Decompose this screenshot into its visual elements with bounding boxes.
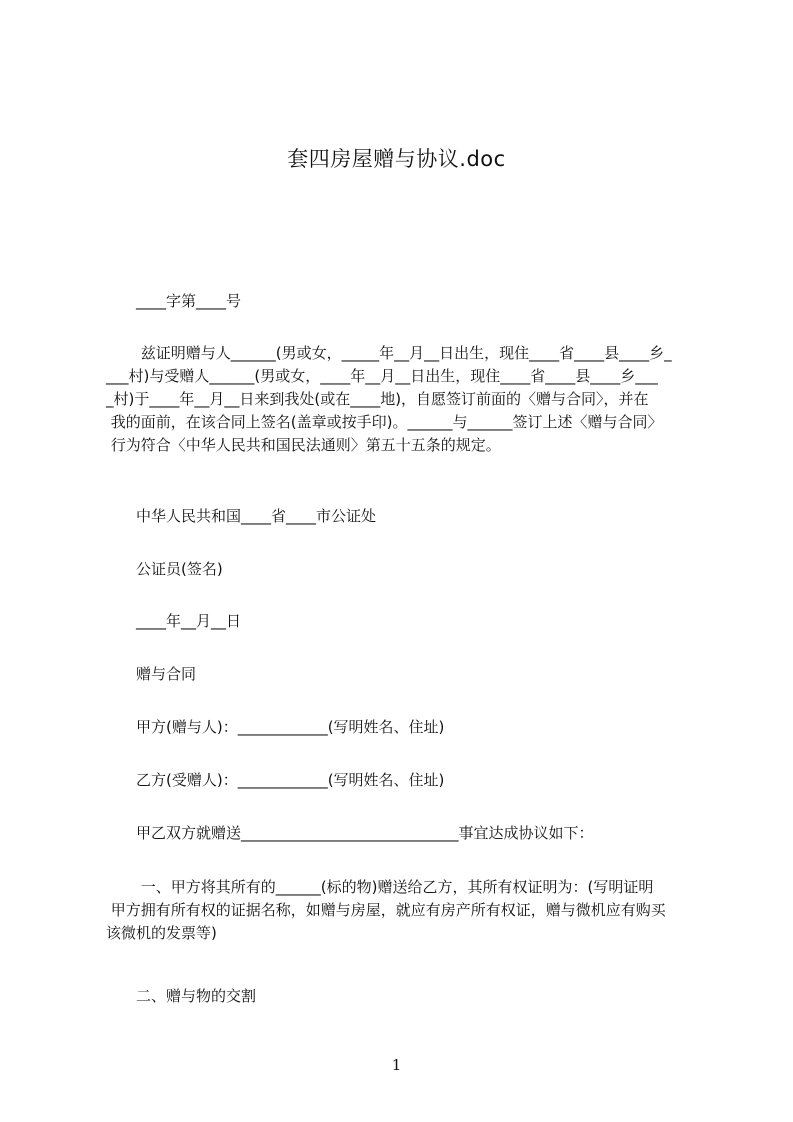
paragraph-clause-2-heading: 二、赠与物的交割 <box>106 987 257 1005</box>
paragraph-notary-signature: 公证员(签名) <box>106 560 223 578</box>
paragraph-party-b: 乙方(受赠人)：____________(写明姓名、住址) <box>106 771 445 789</box>
paragraph-agreement-intro: 甲乙双方就赠送_____________________________事宜达成协议如下： <box>106 824 594 842</box>
paragraph-notarial-certificate: 兹证明赠与人______(男或女，_____年__月__日出生，现住____省____县____乡_ ___村)与受赠人______(男或女，____年__月__日出生，现住____省____县____乡___ _村)于____年__月__日来到我处(或在____地)，自愿签订前面的〈赠与合同〉，并在 我的面前，在该合同上签名(盖章或按手印)。______与______签订上述〈赠与合同〉 行为符合〈中华人民共和国民法通则〉第五十五条的规定。 <box>106 344 672 454</box>
paragraph-party-a: 甲方(赠与人)：____________(写明姓名、住址) <box>106 718 445 736</box>
page-number: 1 <box>391 1056 402 1074</box>
paragraph-date: ____年__月__日 <box>106 612 242 630</box>
paragraph-notary-office: 中华人民共和国____省____市公证处 <box>106 507 377 525</box>
paragraph-contract-title: 赠与合同 <box>106 665 197 683</box>
document-title: 套四房屋赠与协议.doc <box>287 147 506 171</box>
paragraph-reference-number: ____字第____号 <box>106 292 242 310</box>
paragraph-clause-1: 一、甲方将其所有的______(标的物)赠送给乙方，其所有权证明为：(写明证明 甲方拥有所有权的证据名称，如赠与房屋，就应有房产所有权证，赠与微机应有购买 该微机的发票等) <box>106 878 666 942</box>
